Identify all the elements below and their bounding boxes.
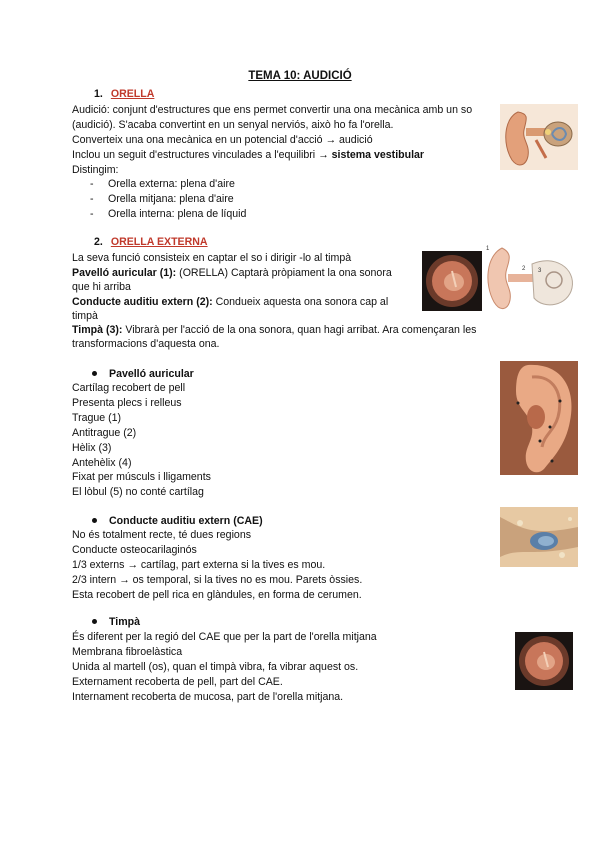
list-item: Trague (1) [72, 412, 122, 424]
subheading-timpa: Timpà [92, 616, 140, 628]
list-item: Antehèlix (4) [72, 457, 132, 469]
ear-canal-illustration [500, 507, 578, 567]
list-item: Externament recoberta de pell, part del CAE. [72, 676, 283, 688]
tympanum-photo [515, 632, 573, 690]
paragraph-line: (audició). S'acaba convertint en un senyal nerviós, això ho fa l'orella. [72, 119, 394, 131]
paragraph-line: Distingim: [72, 164, 119, 176]
bullet-icon [92, 518, 97, 523]
list-item: Presenta plecs i relleus [72, 397, 182, 409]
svg-text:3: 3 [538, 268, 542, 274]
list-item: - Orella mitjana: plena d'aire [90, 193, 234, 205]
subheading-pavello: Pavelló auricular [92, 368, 194, 380]
paragraph-line: timpà [72, 310, 98, 322]
list-item: El lòbul (5) no conté cartílag [72, 486, 204, 498]
list-item: - Orella externa: plena d'aire [90, 178, 235, 190]
paragraph-line: que hi arriba [72, 281, 131, 293]
list-item: És diferent per la regió del CAE que per la part de l'orella mitjana [72, 631, 377, 643]
list-item: Fixat per músculs i lligaments [72, 471, 211, 483]
list-item: Unida al martell (os), quan el timpà vibra, fa vibrar aquest os. [72, 661, 359, 673]
paragraph-line: La seva funció consisteix en captar el so i dirigir -lo al timpà [72, 252, 352, 264]
list-item: Antitrague (2) [72, 427, 137, 439]
list-item: 1/3 externs → cartílag, part externa si la tives es mou. [72, 559, 326, 571]
subheading-cae: Conducte auditiu extern (CAE) [92, 515, 263, 527]
ear-diagram-image [484, 244, 580, 318]
paragraph-line: Timpà (3): Vibrarà per l'acció de la ona sonora, quan hagi arribat. Ara començaran les [72, 324, 477, 336]
paragraph-line: Conducte auditiu extern (2): Condueix aquesta ona sonora cap al [72, 296, 389, 308]
list-item: Membrana fibroelàstica [72, 646, 183, 658]
list-item: 2/3 intern → os temporal, si la tives no es mou. Parets òssies. [72, 574, 363, 586]
paragraph-line: transformacions d'aquesta ona. [72, 338, 220, 350]
list-item: Internament recoberta de mucosa, part de l'orella mitjana. [72, 691, 344, 703]
list-item: Cartílag recobert de pell [72, 382, 186, 394]
svg-text:1: 1 [486, 246, 490, 252]
list-item: No és totalment recte, té dues regions [72, 529, 252, 541]
paragraph-line: Pavelló auricular (1): (ORELLA) Captarà pròpiament la ona sonora [72, 267, 392, 279]
list-item: - Orella interna: plena de líquid [90, 208, 247, 220]
bullet-icon [92, 619, 97, 624]
paragraph-line: Converteix una ona mecànica en un potencial d'acció → audició [72, 134, 373, 146]
bullet-icon [92, 371, 97, 376]
list-item: Hèlix (3) [72, 442, 112, 454]
svg-text:2: 2 [522, 266, 526, 272]
paragraph-line: Inclou un seguit d'estructures vinculades a l'equilibri → sistema vestibular [72, 149, 425, 161]
section-heading-orella-externa: 2. ORELLA EXTERNA [94, 236, 208, 248]
page-title: TEMA 10: AUDICIÓ [248, 70, 352, 82]
list-item: Conducte osteocarilaginós [72, 544, 197, 556]
ear-anatomy-image [500, 104, 578, 170]
paragraph-line: Audició: conjunt d'estructures que ens permet convertir una ona mecànica amb un so [72, 104, 473, 116]
tympanum-photo [422, 251, 482, 311]
list-item: Esta recobert de pell rica en glàndules, en forma de cerumen. [72, 589, 362, 601]
ear-photo [500, 361, 578, 475]
section-heading-orella: 1. ORELLA [94, 88, 155, 100]
